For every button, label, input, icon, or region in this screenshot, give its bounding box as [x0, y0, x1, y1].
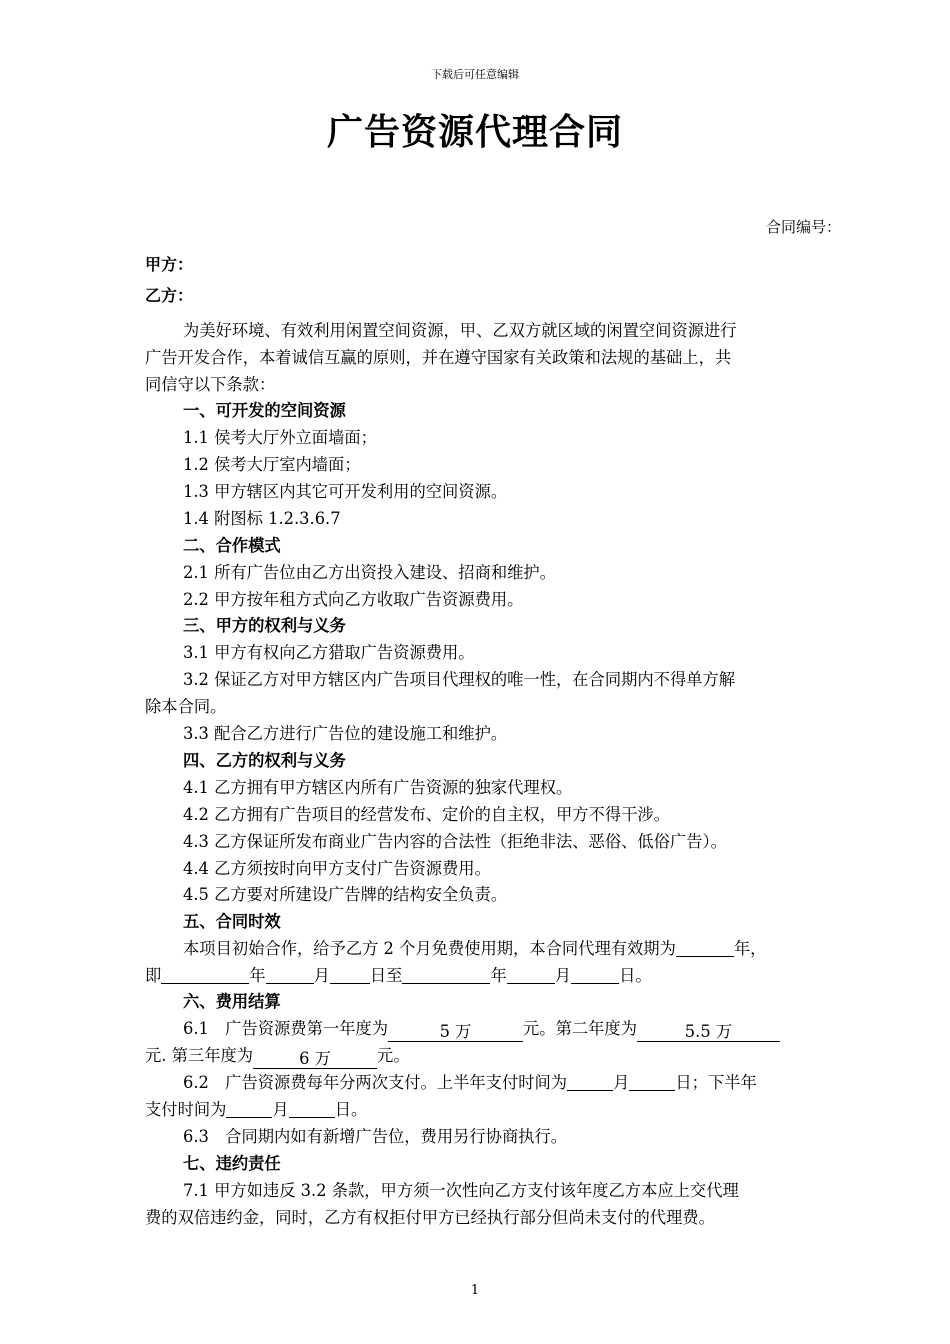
party-b-label: 乙方：	[145, 286, 194, 305]
end-month-unit: 月	[554, 966, 572, 985]
section-6-heading: 六、费用结算	[183, 992, 281, 1011]
end-month-blank[interactable]	[507, 965, 555, 984]
clause-4-4: 4.4 乙方须按时向甲方支付广告资源费用。	[183, 859, 491, 878]
section-3-heading: 三、甲方的权利与义务	[183, 616, 346, 635]
fee-year3-value[interactable]: 6 万	[253, 1050, 377, 1069]
first-half-month-blank[interactable]	[567, 1072, 613, 1091]
fee-year2-text: 元。第二年度为	[523, 1019, 637, 1038]
clause-7-1-line-1: 7.1 甲方如违反 3.2 条款，甲方须一次性向乙方支付该年度乙方本应上交代理	[183, 1181, 739, 1200]
intro-line-3: 同信守以下条款：	[145, 375, 276, 394]
second-half-text: 支付时间为	[145, 1100, 227, 1119]
clause-1-3: 1.3 甲方辖区内其它可开发利用的空间资源。	[183, 482, 508, 501]
section-2-heading: 二、合作模式	[183, 536, 281, 555]
clause-6-3: 6.3 合同期内如有新增广告位，费用另行协商执行。	[183, 1127, 568, 1146]
contract-number-label: 合同编号：	[765, 218, 841, 236]
start-day-blank[interactable]	[330, 965, 370, 984]
clause-7-1-line-2: 费的双倍违约金，同时，乙方有权拒付甲方已经执行部分但尚未支付的代理费。	[145, 1208, 715, 1227]
end-day-blank[interactable]	[571, 965, 619, 984]
page-header-note: 下载后可任意编辑	[431, 68, 519, 81]
clause-6-1-line-1	[183, 1016, 780, 1042]
fee-year1-text: 6.1 广告资源费第一年度为	[183, 1019, 388, 1038]
section-5-heading: 五、合同时效	[183, 912, 281, 931]
clause-4-2: 4.2 乙方拥有广告项目的经营发布、定价的自主权，甲方不得干涉。	[183, 805, 670, 824]
section-4-heading: 四、乙方的权利与义务	[183, 751, 346, 770]
start-year-unit: 年	[249, 966, 266, 985]
fee-year3-text: 元. 第三年度为	[145, 1046, 254, 1065]
start-month-blank[interactable]	[266, 965, 314, 984]
clause-1-4: 1.4 附图标 1.2.3.6.7	[183, 509, 341, 528]
start-year-blank[interactable]	[161, 965, 249, 984]
second-half-month-blank[interactable]	[226, 1099, 272, 1118]
clause-6-1-line-2	[145, 1043, 410, 1069]
term-prefix: 即	[145, 966, 162, 985]
end-year-unit: 年	[490, 966, 507, 985]
year-unit: 年，	[733, 939, 767, 958]
first-half-month-unit: 月	[613, 1073, 630, 1092]
start-day-unit: 日至	[369, 966, 403, 985]
term-line-2	[145, 963, 652, 989]
start-month-unit: 月	[313, 966, 330, 985]
section-1-heading: 一、可开发的空间资源	[183, 401, 346, 420]
clause-6-2-line-1	[183, 1070, 757, 1096]
first-half-day-blank[interactable]	[629, 1072, 675, 1091]
clause-3-2-line-1: 3.2 保证乙方对甲方辖区内广告项目代理权的唯一性，在合同期内不得单方解	[183, 670, 736, 689]
first-half-day-unit: 日；下半年	[675, 1073, 757, 1092]
end-year-blank[interactable]	[402, 965, 490, 984]
second-half-day-unit: 日。	[334, 1100, 368, 1119]
term-line-1	[183, 936, 766, 962]
fee-year1-value[interactable]: 5 万	[388, 1023, 523, 1042]
document-title: 广告资源代理合同	[326, 111, 623, 153]
clause-1-2: 1.2 侯考大厅室内墙面；	[183, 455, 361, 474]
clause-6-2-line-2	[145, 1097, 367, 1123]
clause-4-1: 4.1 乙方拥有甲方辖区内所有广告资源的独家代理权。	[183, 778, 573, 797]
fee-year3-suffix: 元。	[377, 1046, 410, 1065]
clause-4-5: 4.5 乙方要对所建设广告牌的结构安全负责。	[183, 885, 508, 904]
party-a-label: 甲方：	[145, 255, 194, 274]
clause-1-1: 1.1 侯考大厅外立面墙面；	[183, 428, 377, 447]
end-day-unit: 日。	[619, 966, 652, 985]
clause-3-1: 3.1 甲方有权向乙方猎取广告资源费用。	[183, 643, 475, 662]
intro-line-1: 为美好环境、有效利用闲置空间资源，甲、乙双方就区域的闲置空间资源进行	[183, 321, 737, 340]
second-half-day-blank[interactable]	[289, 1099, 335, 1118]
intro-line-2: 广告开发合作，本着诚信互赢的原则，并在遵守国家有关政策和法规的基础上，共	[145, 348, 732, 367]
fee-year2-value[interactable]: 5.5 万	[637, 1023, 780, 1042]
payment-text: 6.2 广告资源费每年分两次支付。上半年支付时间为	[183, 1073, 568, 1092]
clause-3-2-line-2: 除本合同。	[145, 697, 227, 716]
section-7-heading: 七、违约责任	[183, 1154, 281, 1173]
second-half-month-unit: 月	[272, 1100, 289, 1119]
term-years-blank[interactable]	[676, 938, 734, 957]
page-number: 1	[470, 1283, 480, 1298]
clause-2-1: 2.1 所有广告位由乙方出资投入建设、招商和维护。	[183, 563, 556, 582]
clause-4-3: 4.3 乙方保证所发布商业广告内容的合法性（拒绝非法、恶俗、低俗广告）。	[183, 832, 727, 851]
term-text: 本项目初始合作，给予乙方 2 个月免费使用期，本合同代理有效期为	[183, 939, 676, 958]
clause-3-3: 3.3 配合乙方进行广告位的建设施工和维护。	[183, 724, 508, 743]
clause-2-2: 2.2 甲方按年租方式向乙方收取广告资源费用。	[183, 590, 524, 609]
